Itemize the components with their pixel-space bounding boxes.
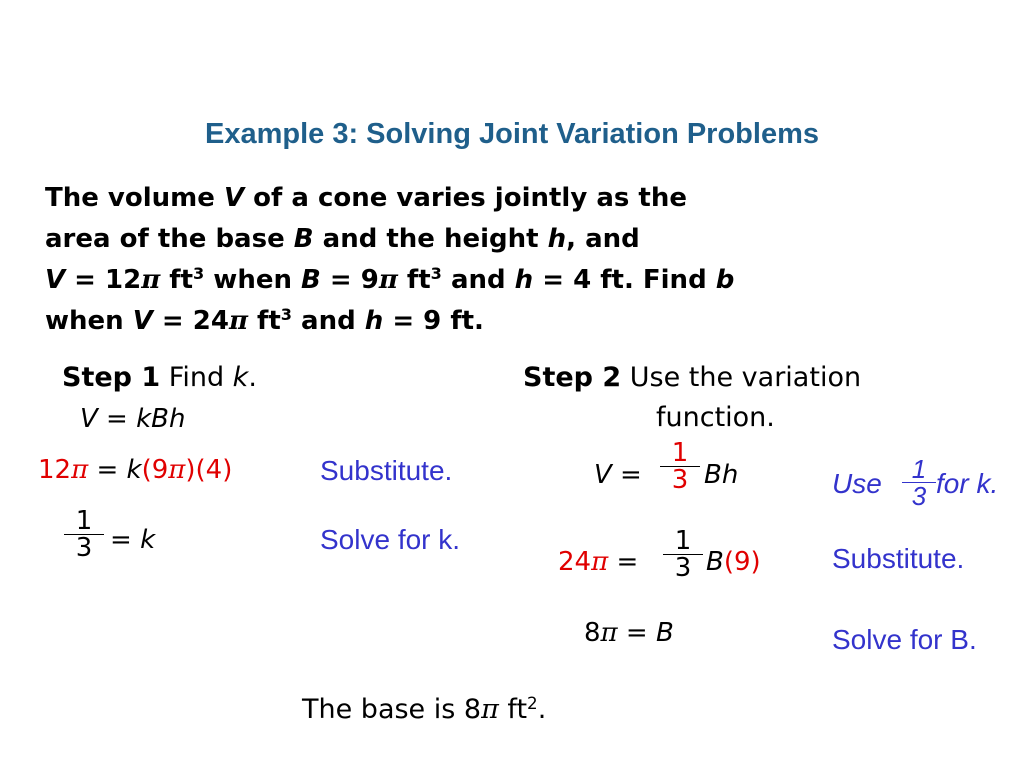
step2-note-solve: Solve for B. bbox=[832, 624, 977, 655]
var-h: h bbox=[547, 224, 567, 254]
pi-symbol: π bbox=[481, 694, 499, 725]
denominator: 3 bbox=[75, 533, 93, 563]
text: ft bbox=[397, 265, 431, 295]
step2-note-fraction bbox=[902, 456, 936, 509]
exponent: 3 bbox=[430, 264, 442, 284]
numerator: 1 bbox=[911, 454, 927, 484]
text: = bbox=[617, 618, 656, 648]
pi-symbol: π bbox=[591, 547, 609, 577]
text: 12 bbox=[38, 455, 72, 485]
text: . bbox=[248, 362, 257, 393]
step1-label: Step 1 bbox=[62, 362, 161, 393]
pi-symbol: π bbox=[228, 306, 248, 336]
var-b: B bbox=[655, 618, 674, 648]
problem-line-2 bbox=[45, 219, 734, 260]
var-v: V bbox=[132, 306, 153, 336]
conclusion bbox=[302, 694, 546, 725]
text: of a cone varies jointly as the bbox=[244, 183, 687, 213]
text: The base is 8 bbox=[302, 694, 482, 725]
step2-equation-1-lhs bbox=[594, 460, 642, 490]
text: ft bbox=[160, 265, 194, 295]
step1-heading bbox=[62, 362, 257, 393]
problem-line-1 bbox=[45, 178, 734, 219]
step2-equation-3 bbox=[584, 618, 674, 648]
text: and bbox=[291, 306, 365, 336]
text: = 24 bbox=[152, 306, 229, 336]
text: = bbox=[608, 547, 639, 577]
step2-equation-2-rhs bbox=[706, 547, 761, 577]
text: when bbox=[45, 306, 133, 336]
denominator: 3 bbox=[674, 553, 692, 583]
step2-heading bbox=[523, 362, 861, 393]
numerator: 1 bbox=[671, 438, 689, 468]
text: = 4 ft. Find bbox=[533, 265, 716, 295]
var-h: h bbox=[364, 306, 384, 336]
text: V = bbox=[594, 460, 642, 490]
text: = 12 bbox=[65, 265, 142, 295]
text: , and bbox=[566, 224, 640, 254]
var-b: B bbox=[706, 547, 724, 577]
pi-symbol: π bbox=[600, 618, 618, 648]
text: 8 bbox=[584, 618, 601, 648]
step2-note-substitute: Substitute. bbox=[832, 543, 965, 574]
pi-symbol: π bbox=[141, 265, 161, 295]
denominator: 3 bbox=[671, 465, 689, 495]
pi-symbol: π bbox=[168, 455, 186, 485]
step2-label: Step 2 bbox=[523, 362, 622, 393]
step2-heading-line2: function. bbox=[656, 402, 775, 433]
step1-formula: V = kBh bbox=[80, 404, 186, 434]
text: area of the base bbox=[45, 224, 294, 254]
var-b: B bbox=[301, 265, 321, 295]
numerator: 1 bbox=[674, 526, 692, 556]
step1-note-substitute: Substitute. bbox=[320, 455, 453, 486]
var-k: k bbox=[140, 525, 156, 555]
exponent: 2 bbox=[527, 692, 538, 713]
text: 24 bbox=[558, 547, 592, 577]
step1-equation-1 bbox=[38, 455, 232, 485]
text: Find bbox=[160, 362, 233, 393]
pi-symbol: π bbox=[378, 265, 398, 295]
text: (9) bbox=[723, 547, 761, 577]
step1-fraction bbox=[64, 508, 104, 561]
text: . bbox=[537, 694, 547, 725]
text: = 9 bbox=[320, 265, 379, 295]
text: = 9 ft. bbox=[383, 306, 484, 336]
text: ft bbox=[498, 694, 528, 725]
var-k: k bbox=[232, 362, 249, 393]
step2-fraction-1 bbox=[660, 440, 700, 493]
var-b: B bbox=[293, 224, 314, 254]
var-b: b bbox=[715, 265, 735, 295]
text: ft bbox=[247, 306, 281, 336]
step2-equation-1-rhs: Bh bbox=[704, 460, 739, 490]
numerator: 1 bbox=[75, 506, 93, 536]
var-v: V bbox=[45, 265, 66, 295]
text: Use bbox=[832, 468, 882, 499]
slide-title: Example 3: Solving Joint Variation Problems bbox=[205, 118, 819, 150]
text: Use the variation bbox=[621, 362, 862, 393]
denominator: 3 bbox=[911, 481, 927, 511]
exponent: 3 bbox=[280, 305, 292, 325]
problem-line-4 bbox=[45, 301, 734, 342]
text: when bbox=[204, 265, 302, 295]
problem-line-3 bbox=[45, 260, 734, 301]
var-h: h bbox=[514, 265, 534, 295]
var-k: k bbox=[126, 455, 142, 485]
exponent: 3 bbox=[193, 264, 205, 284]
text: = bbox=[88, 455, 127, 485]
text: = bbox=[110, 525, 141, 555]
step2-equation-2-lhs bbox=[558, 547, 638, 577]
step1-equation-2 bbox=[110, 525, 155, 555]
step2-note-for-k: for k. bbox=[936, 468, 999, 499]
step2-note-use bbox=[832, 468, 882, 500]
pi-symbol: π bbox=[71, 455, 89, 485]
text: and the height bbox=[313, 224, 548, 254]
var-v: V bbox=[223, 183, 245, 213]
text: (9 bbox=[141, 455, 169, 485]
problem-statement bbox=[45, 178, 734, 342]
text: The volume bbox=[45, 183, 224, 213]
step1-note-solve: Solve for k. bbox=[320, 524, 461, 555]
text: )(4) bbox=[185, 455, 233, 485]
step2-fraction-2 bbox=[663, 528, 703, 581]
text: and bbox=[441, 265, 515, 295]
